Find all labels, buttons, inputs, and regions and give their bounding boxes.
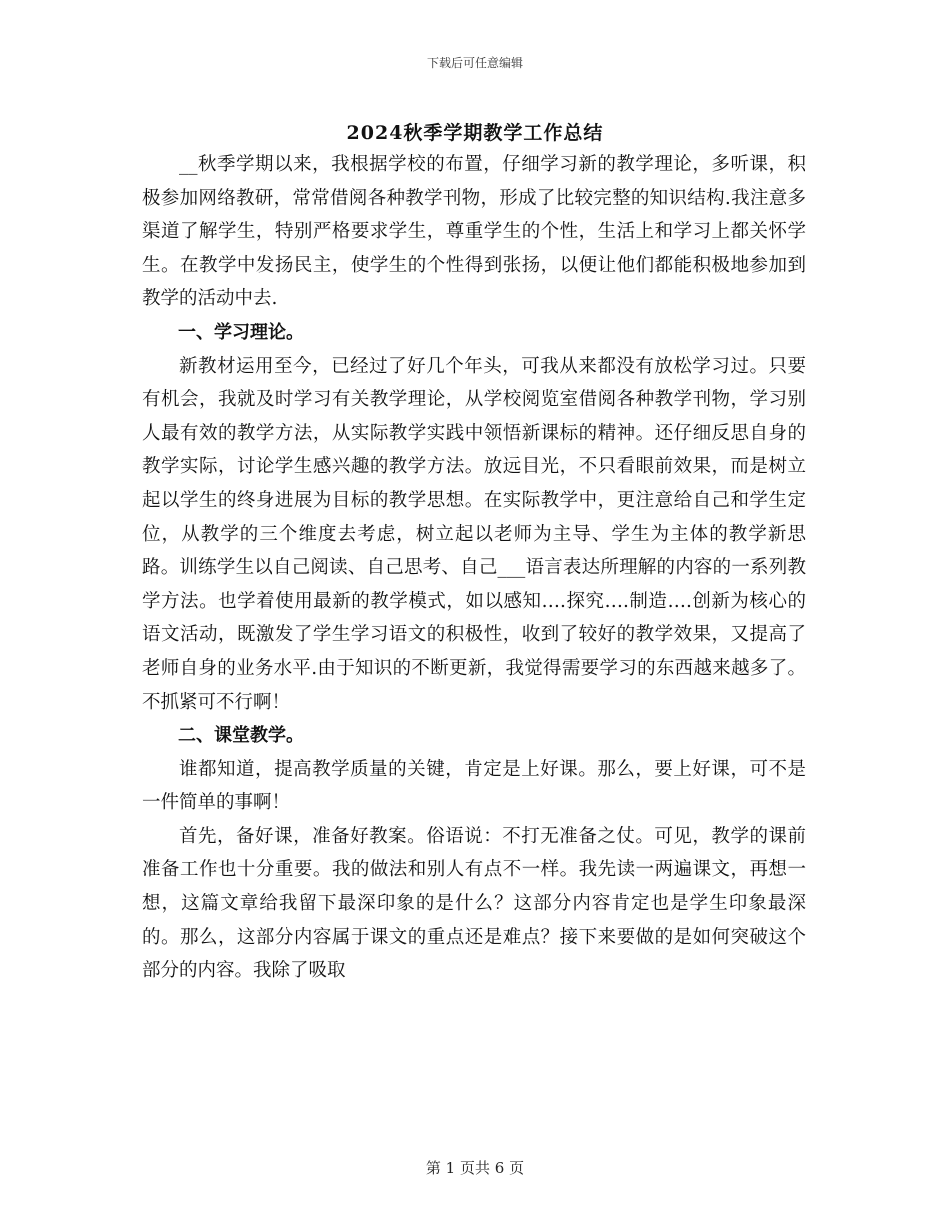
document-body (142, 148, 806, 988)
section-heading-2: 二、课堂教学。 (178, 725, 304, 747)
paragraph-intro: __秋季学期以来，我根据学校的布置，仔细学习新的教学理论，多听课，积极参加网络教研，常常借阅各种教学刊物，形成了比较完整的知识结构.我注意多渠道了解学生，特别严格要求学生，尊重学生的个性，生活上和学习上都关怀学生。在教学中发扬民主，使学生的个性得到张扬，以便让他们都能积极地参加到教学的活动中去. (142, 154, 806, 310)
document-title: 2024秋季学期教学工作总结 (346, 122, 604, 144)
section-heading-1: 一、学习理论。 (178, 321, 304, 343)
paragraph-theory: 新教材运用至今，已经过了好几个年头，可我从来都没有放松学习过。只要有机会，我就及时学习有关教学理论，从学校阅览室借阅各种教学刊物，学习别人最有效的教学方法，从实际教学实践中领悟新课标的精神。还仔细反思自身的教学实际，讨论学生感兴趣的教学方法。放远目光，不只看眼前效果，而是树立起以学生的终身进展为目标的教学思想。在实际教学中，更注意给自己和学生定位，从教学的三个维度去考虑，树立起以老师为主导、学生为主体的教学新思路。训练学生以自己阅读、自己思考、自己___语言表达所理解的内容的一系列教学方法。也学着使用最新的教学模式，如以感知….探究….制造….创新为核心的语文活动，既激发了学生学习语文的积极性，收到了较好的教学效果，又提高了老师自身的业务水平.由于知识的不断更新，我觉得需要学习的东西越来越多了。不抓紧可不行啊！ (142, 355, 806, 713)
page-footer: 第 1 页共 6 页 (425, 1159, 525, 1177)
paragraph-prepare: 首先，备好课，准备好教案。俗语说：不打无准备之仗。可见，教学的课前准备工作也十分重要。我的做法和别人有点不一样。我先读一两遍课文，再想一想，这篇文章给我留下最深印象的是什么？这部分内容肯定也是学生印象最深的。那么，这部分内容属于课文的重点还是难点？接下来要做的是如何突破这个部分的内容。我除了吸取 (142, 825, 806, 982)
paragraph-classroom: 谁都知道，提高教学质量的关键，肯定是上好课。那么，要上好课，可不是一件简单的事啊！ (142, 758, 806, 814)
header-note: 下载后可任意编辑 (426, 56, 523, 70)
